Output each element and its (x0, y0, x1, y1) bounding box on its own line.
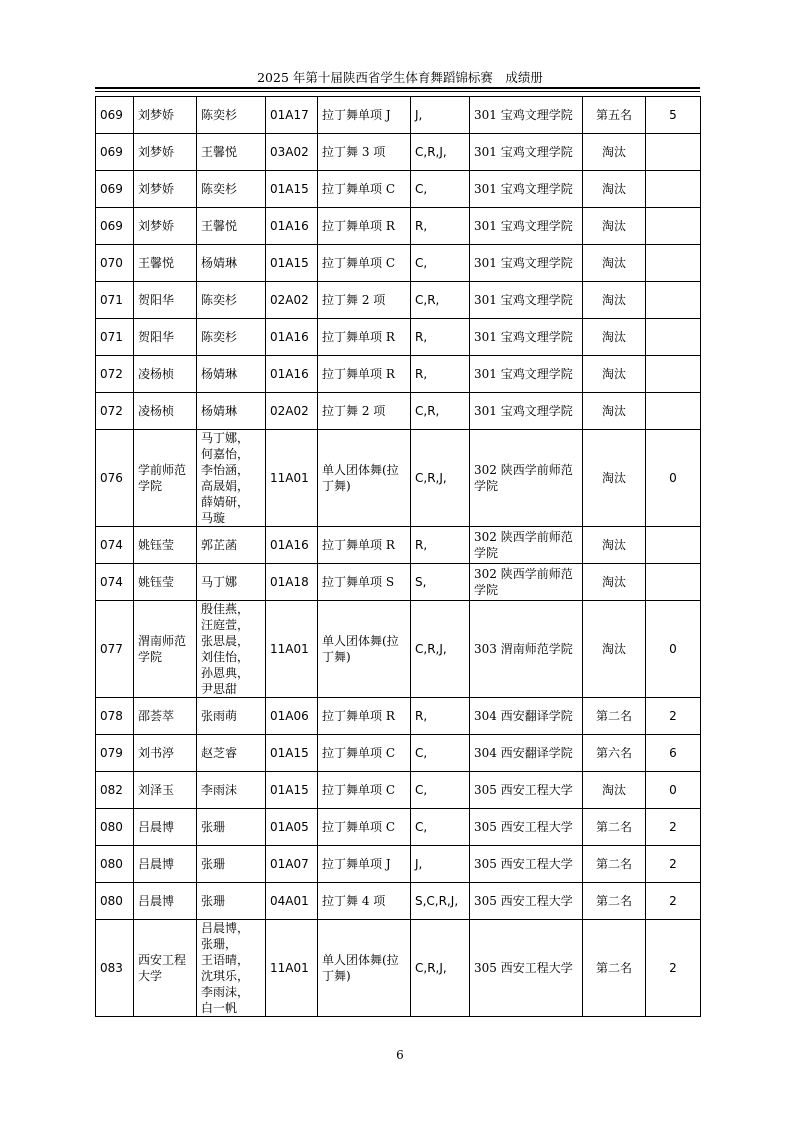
score-cell: 2 (646, 846, 701, 883)
result-cell: 第二名 (583, 883, 646, 920)
table-row (96, 920, 701, 1017)
table-row (96, 527, 701, 564)
result-cell: 第二名 (583, 809, 646, 846)
athlete-name-cell: 贺阳华 (134, 282, 197, 319)
table-row (96, 883, 701, 920)
event-item-cell: 拉丁舞单项 C (318, 809, 411, 846)
table-row (96, 171, 701, 208)
partner-cell: 杨婧琳 (197, 245, 266, 282)
score-cell: 2 (646, 920, 701, 1017)
partner-cell: 张雨萌 (197, 698, 266, 735)
school-cell: 305 西安工程大学 (470, 920, 583, 1017)
score-cell: 2 (646, 883, 701, 920)
athlete-name-cell: 凌杨桢 (134, 393, 197, 430)
dances-cell: C, (411, 245, 470, 282)
result-cell: 淘汰 (583, 430, 646, 527)
event-item-cell: 单人团体舞(拉丁舞) (318, 601, 411, 698)
partner-cell: 李雨沫 (197, 772, 266, 809)
table-row (96, 772, 701, 809)
athlete-code-cell: 080 (96, 883, 134, 920)
result-cell: 淘汰 (583, 393, 646, 430)
athlete-name-cell: 凌杨桢 (134, 356, 197, 393)
score-cell (646, 171, 701, 208)
result-cell: 第二名 (583, 698, 646, 735)
event-code-cell: 11A01 (266, 601, 318, 698)
athlete-name-cell: 西安工程大学 (134, 920, 197, 1017)
dances-cell: C,R, (411, 393, 470, 430)
table-row (96, 134, 701, 171)
result-cell: 淘汰 (583, 319, 646, 356)
event-code-cell: 01A07 (266, 846, 318, 883)
score-cell (646, 564, 701, 601)
event-code-cell: 01A05 (266, 809, 318, 846)
athlete-name-cell: 邵荟萃 (134, 698, 197, 735)
school-cell: 301 宝鸡文理学院 (470, 356, 583, 393)
event-item-cell: 拉丁舞单项 C (318, 171, 411, 208)
dances-cell: R, (411, 208, 470, 245)
partner-cell: 王馨悦 (197, 208, 266, 245)
event-item-cell: 拉丁舞 2 项 (318, 393, 411, 430)
athlete-code-cell: 072 (96, 356, 134, 393)
athlete-name-cell: 吕晨博 (134, 846, 197, 883)
dances-cell: R, (411, 319, 470, 356)
partner-cell: 马丁娜 (197, 564, 266, 601)
event-item-cell: 拉丁舞单项 S (318, 564, 411, 601)
dances-cell: S, (411, 564, 470, 601)
results-table (95, 96, 701, 1017)
athlete-code-cell: 080 (96, 846, 134, 883)
athlete-code-cell: 070 (96, 245, 134, 282)
school-cell: 304 西安翻译学院 (470, 735, 583, 772)
athlete-name-cell: 渭南师范学院 (134, 601, 197, 698)
event-code-cell: 01A15 (266, 735, 318, 772)
event-item-cell: 拉丁舞单项 R (318, 319, 411, 356)
page-header-title: 2025 年第十届陕西省学生体育舞蹈锦标赛 成绩册 (257, 70, 543, 85)
school-cell: 302 陕西学前师范学院 (470, 430, 583, 527)
athlete-name-cell: 刘梦娇 (134, 208, 197, 245)
athlete-code-cell: 077 (96, 601, 134, 698)
event-item-cell: 拉丁舞 4 项 (318, 883, 411, 920)
header-rule-thin (95, 91, 700, 92)
athlete-name-cell: 姚钰莹 (134, 527, 197, 564)
score-cell: 5 (646, 97, 701, 134)
event-code-cell: 02A02 (266, 282, 318, 319)
school-cell: 303 渭南师范学院 (470, 601, 583, 698)
school-cell: 301 宝鸡文理学院 (470, 171, 583, 208)
partner-cell: 马丁娜， 何嘉怡， 李怡涵， 高晟娟， 薛婧研， 马璇 (197, 430, 266, 527)
athlete-name-cell: 刘泽玉 (134, 772, 197, 809)
athlete-code-cell: 071 (96, 319, 134, 356)
result-cell: 淘汰 (583, 282, 646, 319)
header-rule-thick (95, 87, 700, 89)
score-cell (646, 527, 701, 564)
result-cell: 淘汰 (583, 356, 646, 393)
dances-cell: R, (411, 356, 470, 393)
dances-cell: C, (411, 772, 470, 809)
event-code-cell: 01A16 (266, 319, 318, 356)
table-row (96, 356, 701, 393)
athlete-code-cell: 074 (96, 527, 134, 564)
result-cell: 第二名 (583, 920, 646, 1017)
event-code-cell: 01A18 (266, 564, 318, 601)
athlete-name-cell: 姚钰莹 (134, 564, 197, 601)
event-code-cell: 01A15 (266, 245, 318, 282)
partner-cell: 王馨悦 (197, 134, 266, 171)
event-item-cell: 拉丁舞单项 J (318, 846, 411, 883)
event-code-cell: 01A06 (266, 698, 318, 735)
event-code-cell: 01A16 (266, 356, 318, 393)
athlete-code-cell: 071 (96, 282, 134, 319)
event-item-cell: 拉丁舞单项 R (318, 527, 411, 564)
event-item-cell: 拉丁舞 3 项 (318, 134, 411, 171)
school-cell: 301 宝鸡文理学院 (470, 282, 583, 319)
result-cell: 第二名 (583, 846, 646, 883)
results-table-body (96, 97, 701, 1017)
partner-cell: 张珊 (197, 809, 266, 846)
dances-cell: J, (411, 846, 470, 883)
result-cell: 淘汰 (583, 527, 646, 564)
athlete-name-cell: 吕晨博 (134, 883, 197, 920)
athlete-name-cell: 刘梦娇 (134, 97, 197, 134)
event-item-cell: 拉丁舞单项 R (318, 356, 411, 393)
score-cell (646, 134, 701, 171)
partner-cell: 张珊 (197, 846, 266, 883)
table-row (96, 846, 701, 883)
partner-cell: 赵芝睿 (197, 735, 266, 772)
athlete-name-cell: 刘书渟 (134, 735, 197, 772)
event-code-cell: 01A16 (266, 208, 318, 245)
score-cell (646, 319, 701, 356)
school-cell: 301 宝鸡文理学院 (470, 393, 583, 430)
score-cell (646, 393, 701, 430)
event-item-cell: 拉丁舞单项 C (318, 735, 411, 772)
score-cell (646, 208, 701, 245)
athlete-code-cell: 069 (96, 171, 134, 208)
athlete-code-cell: 069 (96, 134, 134, 171)
score-cell: 0 (646, 430, 701, 527)
partner-cell: 陈奕杉 (197, 319, 266, 356)
result-cell: 淘汰 (583, 134, 646, 171)
score-cell (646, 245, 701, 282)
event-code-cell: 03A02 (266, 134, 318, 171)
partner-cell: 张珊 (197, 883, 266, 920)
dances-cell: C,R,J, (411, 920, 470, 1017)
result-cell: 淘汰 (583, 245, 646, 282)
event-item-cell: 拉丁舞单项 J (318, 97, 411, 134)
event-item-cell: 拉丁舞单项 C (318, 772, 411, 809)
athlete-code-cell: 080 (96, 809, 134, 846)
school-cell: 305 西安工程大学 (470, 772, 583, 809)
partner-cell: 殷佳燕， 汪庭萱， 张思晨， 刘佳怡， 孙恩典， 尹思甜 (197, 601, 266, 698)
athlete-name-cell: 学前师范学院 (134, 430, 197, 527)
dances-cell: R, (411, 698, 470, 735)
partner-cell: 陈奕杉 (197, 171, 266, 208)
event-code-cell: 01A16 (266, 527, 318, 564)
dances-cell: C,R,J, (411, 430, 470, 527)
result-cell: 淘汰 (583, 601, 646, 698)
result-cell: 淘汰 (583, 171, 646, 208)
athlete-code-cell: 079 (96, 735, 134, 772)
table-row (96, 245, 701, 282)
dances-cell: R, (411, 527, 470, 564)
school-cell: 301 宝鸡文理学院 (470, 134, 583, 171)
athlete-name-cell: 贺阳华 (134, 319, 197, 356)
table-row (96, 735, 701, 772)
score-cell: 6 (646, 735, 701, 772)
school-cell: 301 宝鸡文理学院 (470, 97, 583, 134)
event-item-cell: 拉丁舞单项 R (318, 208, 411, 245)
score-cell: 2 (646, 809, 701, 846)
event-code-cell: 01A17 (266, 97, 318, 134)
score-cell (646, 282, 701, 319)
dances-cell: C, (411, 171, 470, 208)
school-cell: 305 西安工程大学 (470, 809, 583, 846)
result-cell: 淘汰 (583, 564, 646, 601)
athlete-code-cell: 082 (96, 772, 134, 809)
table-row (96, 698, 701, 735)
athlete-name-cell: 吕晨博 (134, 809, 197, 846)
dances-cell: C,R,J, (411, 601, 470, 698)
school-cell: 305 西安工程大学 (470, 846, 583, 883)
result-cell: 淘汰 (583, 772, 646, 809)
athlete-code-cell: 074 (96, 564, 134, 601)
school-cell: 305 西安工程大学 (470, 883, 583, 920)
athlete-name-cell: 王馨悦 (134, 245, 197, 282)
athlete-code-cell: 069 (96, 208, 134, 245)
dances-cell: J, (411, 97, 470, 134)
school-cell: 302 陕西学前师范学院 (470, 564, 583, 601)
partner-cell: 陈奕杉 (197, 282, 266, 319)
event-code-cell: 04A01 (266, 883, 318, 920)
dances-cell: C,R,J, (411, 134, 470, 171)
athlete-code-cell: 069 (96, 97, 134, 134)
dances-cell: S,C,R,J, (411, 883, 470, 920)
event-code-cell: 01A15 (266, 772, 318, 809)
event-code-cell: 11A01 (266, 430, 318, 527)
school-cell: 304 西安翻译学院 (470, 698, 583, 735)
score-cell: 2 (646, 698, 701, 735)
table-row (96, 97, 701, 134)
partner-cell: 杨婧琳 (197, 356, 266, 393)
table-row (96, 809, 701, 846)
partner-cell: 陈奕杉 (197, 97, 266, 134)
event-item-cell: 拉丁舞单项 R (318, 698, 411, 735)
score-cell (646, 356, 701, 393)
table-row (96, 282, 701, 319)
athlete-name-cell: 刘梦娇 (134, 171, 197, 208)
dances-cell: C, (411, 809, 470, 846)
table-row (96, 564, 701, 601)
table-row (96, 601, 701, 698)
school-cell: 301 宝鸡文理学院 (470, 319, 583, 356)
result-cell: 淘汰 (583, 208, 646, 245)
school-cell: 301 宝鸡文理学院 (470, 245, 583, 282)
result-cell: 第六名 (583, 735, 646, 772)
event-code-cell: 11A01 (266, 920, 318, 1017)
table-row (96, 430, 701, 527)
page-number: 6 (396, 1048, 404, 1062)
table-row (96, 208, 701, 245)
dances-cell: C,R, (411, 282, 470, 319)
event-code-cell: 01A15 (266, 171, 318, 208)
table-row (96, 319, 701, 356)
athlete-code-cell: 083 (96, 920, 134, 1017)
dances-cell: C, (411, 735, 470, 772)
school-cell: 301 宝鸡文理学院 (470, 208, 583, 245)
athlete-name-cell: 刘梦娇 (134, 134, 197, 171)
athlete-code-cell: 076 (96, 430, 134, 527)
school-cell: 302 陕西学前师范学院 (470, 527, 583, 564)
event-item-cell: 拉丁舞 2 项 (318, 282, 411, 319)
event-code-cell: 02A02 (266, 393, 318, 430)
partner-cell: 杨婧琳 (197, 393, 266, 430)
table-row (96, 393, 701, 430)
partner-cell: 吕晨博， 张珊， 王语晴， 沈琪乐， 李雨沫， 白一帆 (197, 920, 266, 1017)
athlete-code-cell: 072 (96, 393, 134, 430)
score-cell: 0 (646, 772, 701, 809)
event-item-cell: 单人团体舞(拉丁舞) (318, 430, 411, 527)
score-cell: 0 (646, 601, 701, 698)
result-cell: 第五名 (583, 97, 646, 134)
partner-cell: 郭芷菡 (197, 527, 266, 564)
athlete-code-cell: 078 (96, 698, 134, 735)
event-item-cell: 单人团体舞(拉丁舞) (318, 920, 411, 1017)
event-item-cell: 拉丁舞单项 C (318, 245, 411, 282)
